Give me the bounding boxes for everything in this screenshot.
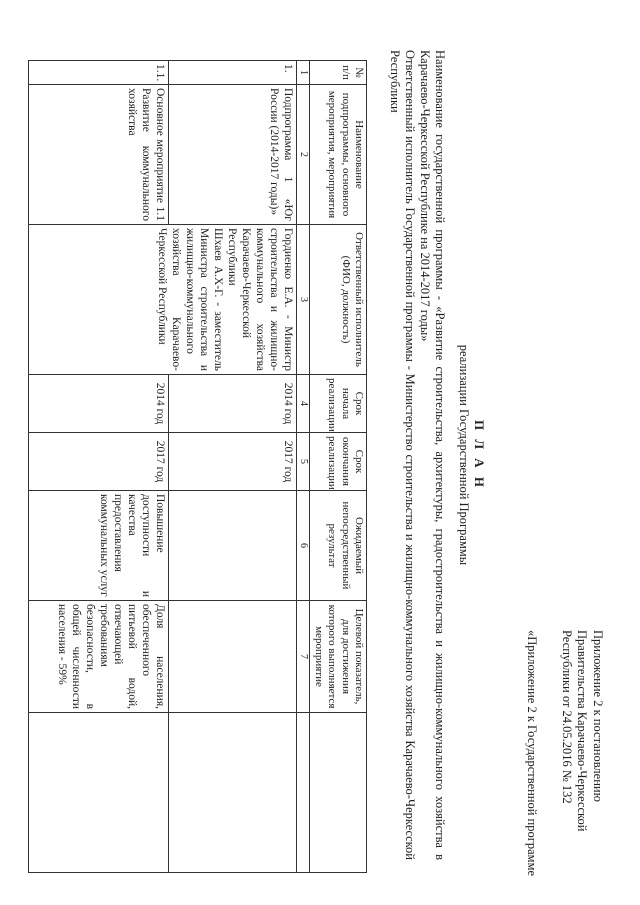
column-number: 6 bbox=[297, 491, 310, 601]
column-number: 4 bbox=[297, 375, 310, 433]
executor-2: Шхаев А.Х-Г. - заместитель Министра строительства и жилищно-коммунального хозяйства Карачаево-Черкесской Республики bbox=[156, 228, 225, 371]
row-result: Повышение доступности и качества предоставления коммунальных услуг bbox=[29, 491, 169, 601]
column-number: 5 bbox=[297, 433, 310, 491]
annex-line-2: Правительства Карачаево-Черкесской bbox=[575, 630, 590, 832]
header-end: Срок окончания реализации bbox=[310, 433, 367, 491]
column-number: 1 bbox=[297, 61, 310, 85]
header-result: Ожидаемый непосредственный результат bbox=[310, 491, 367, 601]
row-executor bbox=[29, 225, 297, 375]
annex-line-3: Республики от 24.05.2016 № 132 bbox=[559, 630, 574, 804]
header-executor: Ответственный исполнитель (ФИО, должность) bbox=[310, 225, 367, 375]
header-target: Целевой показатель, для достижения которого выполняется мероприятие bbox=[310, 601, 367, 713]
plan-table bbox=[28, 60, 367, 873]
header-start: Срок начала реализации bbox=[310, 375, 367, 433]
document-title: П Л А Н bbox=[472, 419, 487, 491]
row-end: 2017 год bbox=[169, 433, 297, 491]
column-number-row bbox=[297, 61, 310, 873]
program-name: Наименование государственной программы - «Развитие строительства, архитектуры, градостроительства и жилищно-коммунального хозяйства в Карачаево-Черкесской Республике на 2014-2017 годы» bbox=[418, 50, 447, 860]
annex-line-1: Приложение 2 к постановлению bbox=[591, 630, 605, 802]
row-name: Основное мероприятие 1.1 Развитие коммунального хозяйства bbox=[29, 85, 169, 225]
column-number-blank bbox=[297, 713, 310, 873]
executor-1: Гордиенко Е.А. - Министр строительства и жилищно-коммунального хозяйства Карачаево-Черкесской Республики bbox=[226, 228, 295, 371]
column-number: 3 bbox=[297, 225, 310, 375]
document-subtitle: реализации Государственной Программы bbox=[457, 344, 471, 566]
header-blank bbox=[310, 713, 367, 873]
row-target: Доля населения, обеспеченного питьевой водой, отвечающей требованиям безопасности, в общей численности населения - 59% bbox=[29, 601, 169, 713]
row-number: 1.1. bbox=[29, 61, 169, 85]
annex-reference: «Приложение 2 к Государственной программе bbox=[525, 630, 539, 877]
rotated-document bbox=[56, 20, 605, 890]
row-number: 1. bbox=[169, 61, 297, 85]
table-header-row bbox=[310, 61, 367, 873]
row-end: 2017 год bbox=[29, 433, 169, 491]
header-name: Наименование подпрограммы, основного мероприятия, мероприятия bbox=[310, 85, 367, 225]
row-start: 2014 год bbox=[29, 375, 169, 433]
responsible-executor: Ответственный исполнитель Государственной программы - Министерство строительства и жилищно-коммунального хозяйства Карачаево-Черкесской Республики bbox=[388, 50, 417, 860]
row-result bbox=[169, 491, 297, 601]
row-start: 2014 год bbox=[169, 375, 297, 433]
annex-header bbox=[558, 630, 605, 890]
column-number: 2 bbox=[297, 85, 310, 225]
table-row bbox=[169, 61, 297, 873]
row-blank bbox=[169, 713, 297, 873]
table-row bbox=[29, 61, 169, 873]
column-number: 7 bbox=[297, 601, 310, 713]
row-blank bbox=[29, 713, 169, 873]
header-number: № п/п bbox=[310, 61, 367, 85]
row-target bbox=[169, 601, 297, 713]
row-name: Подпрограмма 1 «Юг России (2014-2017 годы)» bbox=[169, 85, 297, 225]
intro-block bbox=[387, 50, 447, 860]
